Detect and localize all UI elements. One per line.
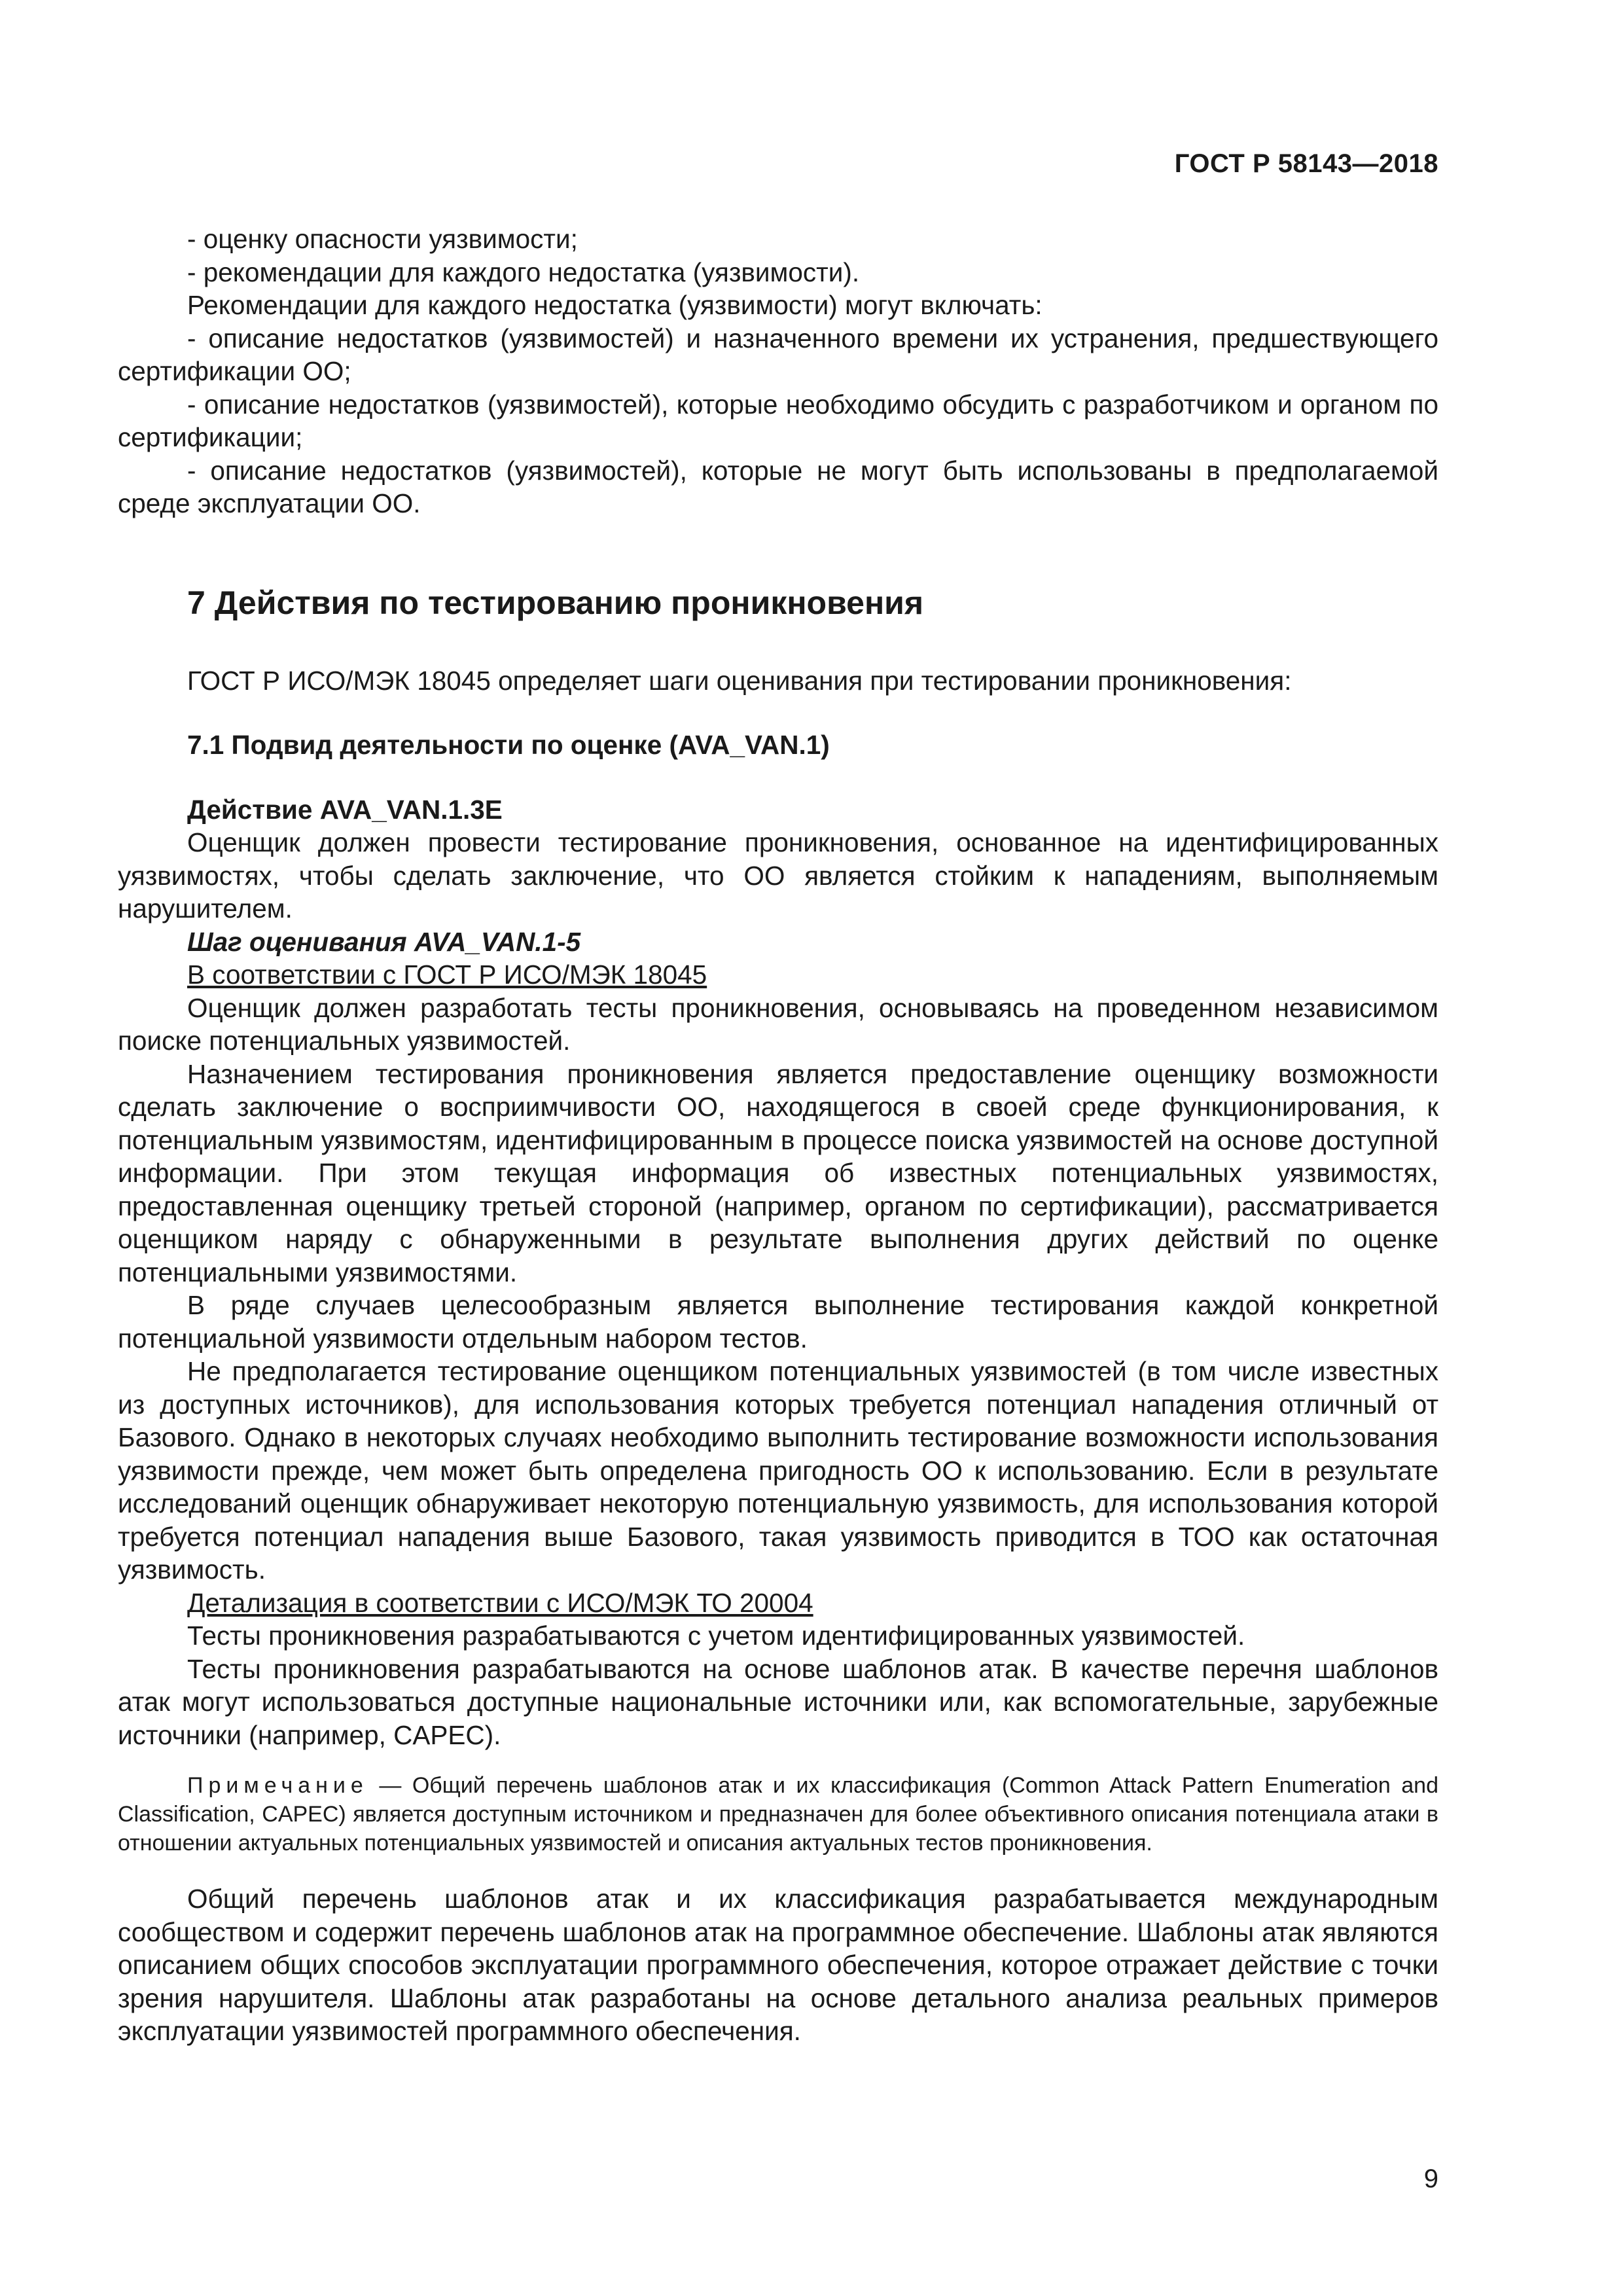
list-item: - описание недостатков (уязвимостей), которые необходимо обсудить с разработчиком и органом по сертификации;	[118, 389, 1438, 452]
note-label: Примечание	[187, 1773, 368, 1798]
detail-text: Детализация в соответствии с ИСО/МЭК ТО 20004	[187, 1587, 813, 1618]
list-item: - описание недостатков (уязвимостей), которые не могут быть использованы в предполагаемой среде эксплуатации ОО.	[118, 455, 1438, 518]
action-heading: Действие AVA_VAN.1.3E	[187, 794, 503, 825]
paragraph: Тесты проникновения разрабатываются с учетом идентифицированных уязвимостей.	[187, 1621, 1245, 1651]
paragraph: Тесты проникновения разрабатываются на основе шаблонов атак. В качестве перечня шаблонов атак могут использоваться доступные национальные источники или, как вспомогательные, зарубежные источники (например, CAPEC).	[118, 1653, 1438, 1750]
paragraph: Рекомендации для каждого недостатка (уязвимости) могут включать:	[187, 290, 1043, 320]
note	[118, 1771, 1438, 1857]
paragraph: Оценщик должен разработать тесты проникновения, основываясь на проведенном независимом поиске потенциальных уязвимостей.	[118, 992, 1438, 1056]
document-body	[118, 223, 1438, 2048]
paragraph: Оценщик должен провести тестирование проникновения, основанное на идентифицированных уязвимостях, чтобы сделать заключение, что ОО является стойким к нападениям, выполняемым нарушителем.	[118, 827, 1438, 924]
note-text: — Общий перечень шаблонов атак и их классификация (Common Attack Pattern Enumeration and Classification, CAPEC) является доступным источником и предназначен для более объективного описания потенциала атаки в отношении актуальных потенциальных уязвимостей и описания актуальных тестов проникновения.	[118, 1773, 1438, 1856]
paragraph: Назначением тестирования проникновения является предоставление оценщику возможности сделать заключение о восприимчивости ОО, находящегося в своей среде функционирования, к потенциальным уязвимостям, идентифицированным в процессе поиска уязвимостей на основе доступной информации. При этом текущая информация об известных потенциальных уязвимостях, предоставленная оценщику третьей стороной (например, органом по сертификации), рассматривается оценщиком наряду с обнаруженными в результате выполнения других действий по оценке потенциальными уязвимостями.	[118, 1058, 1438, 1287]
section-heading: 7 Действия по тестированию проникновения	[187, 584, 924, 621]
list-item: - рекомендации для каждого недостатка (уязвимости).	[187, 257, 860, 287]
step-heading	[118, 925, 1438, 959]
list-item: - оценку опасности уязвимости;	[187, 224, 578, 254]
paragraph: ГОСТ Р ИСО/МЭК 18045 определяет шаги оценивания при тестировании проникновения:	[187, 665, 1292, 696]
paragraph: Общий перечень шаблонов атак и их классификация разрабатывается международным сообществом и содержит перечень шаблонов атак на программное обеспечение. Шаблоны атак являются описанием общих способов эксплуатации программного обеспечения, которое отражает действие с точки зрения нарушителя. Шаблоны атак разработаны на основе детального анализа реальных примеров эксплуатации уязвимостей программного обеспечения.	[118, 1884, 1438, 2046]
accordance-line	[118, 958, 1438, 992]
list-item: - описание недостатков (уязвимостей) и назначенного времени их устранения, предшествующего сертификации ОО;	[118, 323, 1438, 386]
page-number: 9	[1423, 2164, 1438, 2193]
step-heading-text: Шаг оценивания AVA_VAN.1-5	[187, 926, 581, 957]
document-header: ГОСТ Р 58143—2018	[1174, 149, 1438, 178]
detail-line	[118, 1587, 1438, 1620]
paragraph: Не предполагается тестирование оценщиком потенциальных уязвимостей (в том числе известных из доступных источников), для использования которых требуется потенциал нападения отличный от Базового. Однако в некоторых случаях необходимо выполнить тестирование возможности использования уязвимости прежде, чем может быть определена пригодность ОО к использованию. Если в результате исследований оценщик обнаруживает некоторую потенциальную уязвимость, для использования которой требуется потенциал нападения выше Базового, такая уязвимость приводится в ТОО как остаточная уязвимость.	[118, 1356, 1438, 1585]
subsection-heading: 7.1 Подвид деятельности по оценке (AVA_VAN.1)	[187, 730, 830, 760]
paragraph: В ряде случаев целесообразным является выполнение тестирования каждой конкретной потенциальной уязвимости отдельным набором тестов.	[118, 1290, 1438, 1354]
accordance-text: В соответствии с ГОСТ Р ИСО/МЭК 18045	[187, 960, 707, 990]
